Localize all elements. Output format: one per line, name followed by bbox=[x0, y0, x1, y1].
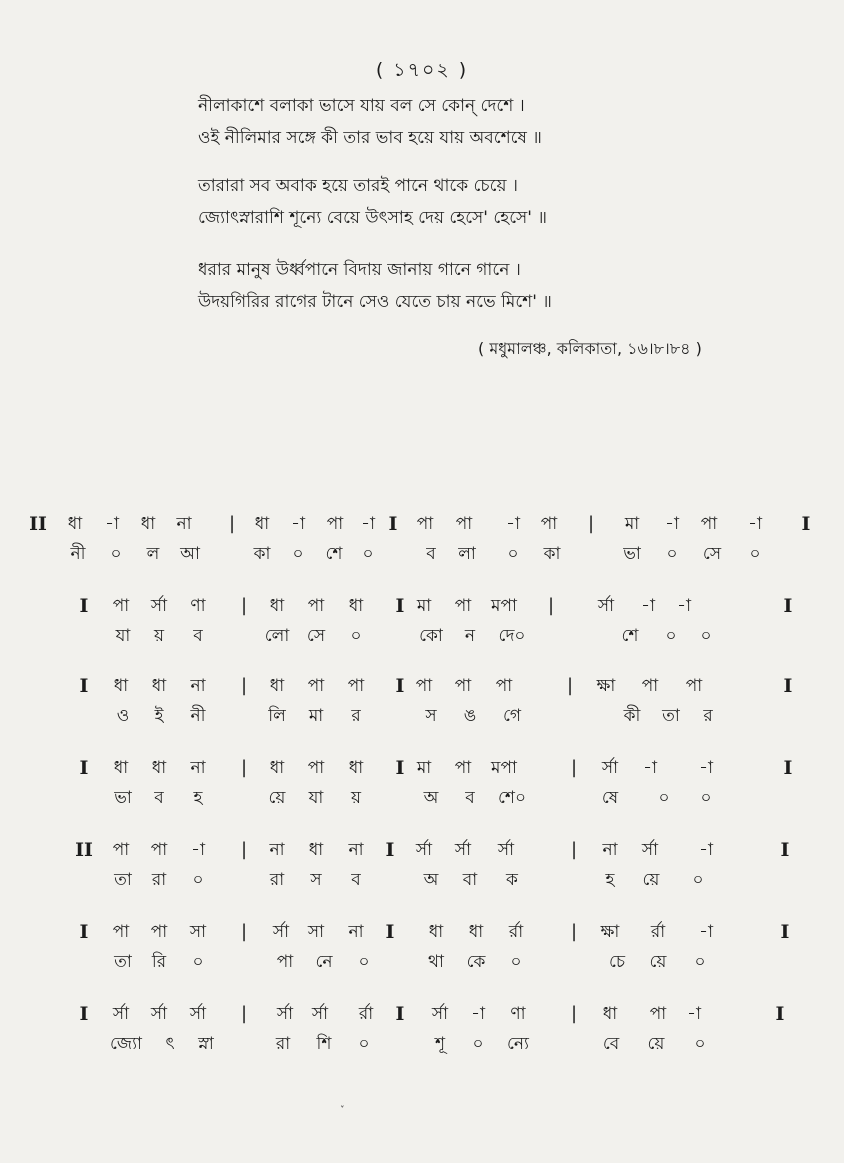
note-cell: পা bbox=[455, 514, 473, 534]
song-number: ( ১৭০২ ) bbox=[375, 59, 469, 81]
syllable-cell: ০ bbox=[692, 870, 704, 890]
note-cell: পা bbox=[307, 596, 325, 616]
syllable-cell: ০ bbox=[507, 544, 519, 564]
note-cell: র্রা bbox=[508, 922, 524, 942]
syllable-cell: ক bbox=[506, 870, 518, 890]
note-cell: ধা bbox=[602, 1004, 618, 1024]
note-cell: পা bbox=[540, 514, 558, 534]
note-cell: ধা bbox=[254, 514, 270, 534]
note-cell: ধা bbox=[151, 676, 167, 696]
syllable-cell: ল bbox=[146, 544, 160, 564]
note-cell: -া bbox=[699, 758, 713, 778]
note-cell: -া bbox=[291, 514, 305, 534]
syllable-cell: অ bbox=[423, 788, 439, 808]
syllable-cell: য় bbox=[153, 626, 165, 646]
section-marker: I bbox=[780, 839, 790, 861]
section-marker: I bbox=[395, 595, 405, 617]
note-cell: না bbox=[602, 840, 618, 860]
section-marker: I bbox=[385, 839, 395, 861]
syllable-cell: নী bbox=[70, 544, 86, 564]
note-cell: -া bbox=[191, 840, 205, 860]
syllable-cell: ০ bbox=[510, 952, 522, 972]
note-cell: -া bbox=[471, 1004, 485, 1024]
note-cell: -া bbox=[677, 596, 691, 616]
syllable-cell: কে bbox=[466, 952, 486, 972]
syllable-cell: রা bbox=[269, 870, 285, 890]
section-marker: I bbox=[780, 921, 790, 943]
syllable-cell: ০ bbox=[665, 626, 677, 646]
note-cell: -া bbox=[699, 922, 713, 942]
note-cell: পা bbox=[641, 676, 659, 696]
note-cell: না bbox=[190, 758, 206, 778]
note-cell: -া bbox=[643, 758, 657, 778]
syllable-cell: ব bbox=[426, 544, 436, 564]
note-cell: র্সা bbox=[189, 1004, 207, 1024]
note-cell: ধা bbox=[151, 758, 167, 778]
note-cell: পা bbox=[307, 758, 325, 778]
note-cell: পা bbox=[112, 596, 130, 616]
note-cell: র্সা bbox=[272, 922, 290, 942]
syllable-cell: সে bbox=[702, 544, 722, 564]
note-cell: পা bbox=[112, 922, 130, 942]
syllable-cell: ০ bbox=[694, 952, 706, 972]
lyrics-stanza-2 bbox=[198, 170, 798, 234]
note-cell: পা bbox=[454, 676, 472, 696]
lyric-line: তারারা সব অবাক হয়ে তারই পানে থাকে চেয়ে । bbox=[198, 176, 518, 196]
syllable-cell: ব bbox=[154, 788, 164, 808]
syllable-cell: নী bbox=[190, 706, 206, 726]
section-marker: I bbox=[79, 1003, 89, 1025]
note-cell: র্সা bbox=[431, 1004, 449, 1024]
syllable-cell: র bbox=[703, 706, 713, 726]
note-cell: পা bbox=[150, 922, 168, 942]
note-cell: র্সা bbox=[311, 1004, 329, 1024]
syllable-cell: ০ bbox=[666, 544, 678, 564]
section-marker: I bbox=[783, 757, 793, 779]
syllable-cell: শে bbox=[621, 626, 639, 646]
note-cell: ণা bbox=[190, 596, 206, 616]
syllable-cell: দে০ bbox=[498, 626, 526, 646]
syllable-cell: জ্যো bbox=[110, 1034, 142, 1054]
note-cell: র্রা bbox=[358, 1004, 374, 1024]
syllable-cell: ভা bbox=[114, 788, 132, 808]
note-cell: ধা bbox=[113, 676, 129, 696]
note-cell: র্সা bbox=[641, 840, 659, 860]
bar-line: | bbox=[240, 757, 248, 778]
bar-line: | bbox=[240, 595, 248, 616]
bar-line: | bbox=[566, 675, 574, 696]
syllable-cell: রি bbox=[151, 952, 167, 972]
section-marker: I bbox=[388, 513, 398, 535]
note-cell: মা bbox=[416, 596, 432, 616]
syllable-cell: স্না bbox=[198, 1034, 214, 1054]
note-cell: র্সা bbox=[150, 596, 168, 616]
note-cell: পা bbox=[454, 596, 472, 616]
note-cell: র্সা bbox=[112, 1004, 130, 1024]
syllable-cell: শে bbox=[325, 544, 343, 564]
syllable-cell: মা bbox=[308, 706, 324, 726]
bar-line: | bbox=[570, 757, 578, 778]
section-marker: I bbox=[395, 757, 405, 779]
note-cell: র্সা bbox=[497, 840, 515, 860]
syllable-cell: লা bbox=[458, 544, 476, 564]
syllable-cell: ঙ bbox=[463, 706, 477, 726]
section-marker: I bbox=[79, 595, 89, 617]
note-cell: মপা bbox=[491, 758, 517, 778]
note-cell: পা bbox=[649, 1004, 667, 1024]
syllable-cell: শূ bbox=[434, 1034, 446, 1054]
syllable-cell: হ bbox=[605, 870, 615, 890]
note-cell: ধা bbox=[428, 922, 444, 942]
lyrics-stanza-3 bbox=[198, 254, 798, 318]
syllable-cell: আ bbox=[180, 544, 200, 564]
note-cell: মপা bbox=[491, 596, 517, 616]
syllable-cell: র bbox=[351, 706, 361, 726]
section-marker: I bbox=[79, 921, 89, 943]
syllable-cell: ০ bbox=[358, 952, 370, 972]
note-cell: -া bbox=[748, 514, 762, 534]
note-cell: ধা bbox=[468, 922, 484, 942]
syllable-cell: তা bbox=[662, 706, 680, 726]
syllable-cell: শি bbox=[316, 1034, 332, 1054]
syllable-cell: রা bbox=[275, 1034, 291, 1054]
syllable-cell: ০ bbox=[700, 626, 712, 646]
source-citation: ( মধুমালঞ্চ, কলিকাতা, ১৬।৮।৮৪ ) bbox=[478, 339, 702, 358]
note-cell: র্সা bbox=[454, 840, 472, 860]
syllable-cell: অ bbox=[423, 870, 439, 890]
note-cell: ধা bbox=[140, 514, 156, 534]
syllable-cell: ০ bbox=[658, 788, 670, 808]
syllable-cell: ০ bbox=[110, 544, 122, 564]
note-cell: সা bbox=[189, 922, 207, 942]
section-marker: I bbox=[395, 1003, 405, 1025]
syllable-cell: ০ bbox=[472, 1034, 484, 1054]
note-cell: না bbox=[348, 840, 364, 860]
bar-line: | bbox=[240, 839, 248, 860]
note-cell: -া bbox=[506, 514, 520, 534]
syllable-cell: য়ে bbox=[647, 1034, 665, 1054]
note-cell: -া bbox=[105, 514, 119, 534]
note-cell: ধা bbox=[113, 758, 129, 778]
note-cell: পা bbox=[307, 676, 325, 696]
note-cell: ক্ষা bbox=[600, 922, 620, 942]
note-cell: ধা bbox=[269, 596, 285, 616]
lyric-line: নীলাকাশে বলাকা ভাসে যায় বল সে কোন্ দেশে । bbox=[198, 96, 525, 116]
section-marker: I bbox=[395, 675, 405, 697]
bar-line: | bbox=[240, 675, 248, 696]
syllable-cell: পা bbox=[276, 952, 294, 972]
bar-line: | bbox=[240, 921, 248, 942]
note-cell: পা bbox=[347, 676, 365, 696]
syllable-cell: ০ bbox=[292, 544, 304, 564]
section-marker: I bbox=[783, 675, 793, 697]
note-cell: পা bbox=[416, 514, 434, 534]
note-cell: পা bbox=[495, 676, 513, 696]
syllable-cell: ০ bbox=[694, 1034, 706, 1054]
bar-line: | bbox=[587, 513, 595, 534]
syllable-cell: স bbox=[310, 870, 322, 890]
syllable-cell: য়ে bbox=[649, 952, 667, 972]
section-marker: I bbox=[385, 921, 395, 943]
notation-block bbox=[0, 510, 844, 1110]
syllable-cell: ০ bbox=[358, 1034, 370, 1054]
section-marker: II bbox=[75, 839, 93, 861]
syllable-cell: স bbox=[425, 706, 437, 726]
bar-line: | bbox=[570, 1003, 578, 1024]
note-cell: র্সা bbox=[415, 840, 433, 860]
note-cell: -া bbox=[361, 514, 375, 534]
syllable-cell: ০ bbox=[749, 544, 761, 564]
note-cell: না bbox=[190, 676, 206, 696]
note-cell: র্সা bbox=[601, 758, 619, 778]
lyric-line: উদয়গিরির রাগের টানে সেও যেতে চায় নভে মিশে' ॥ bbox=[198, 292, 552, 312]
note-cell: ণা bbox=[510, 1004, 526, 1024]
syllable-cell: ব bbox=[351, 870, 361, 890]
syllable-cell: ই bbox=[154, 706, 164, 726]
syllable-cell: ০ bbox=[362, 544, 374, 564]
note-cell: র্রা bbox=[650, 922, 666, 942]
syllable-cell: সে bbox=[306, 626, 326, 646]
note-cell: -া bbox=[699, 840, 713, 860]
note-cell: ধা bbox=[348, 596, 364, 616]
bar-line: | bbox=[547, 595, 555, 616]
note-cell: -া bbox=[687, 1004, 701, 1024]
syllable-cell: থা bbox=[428, 952, 444, 972]
note-cell: ধা bbox=[67, 514, 83, 534]
syllable-cell: তা bbox=[114, 870, 132, 890]
syllable-cell: কা bbox=[253, 544, 271, 564]
syllable-cell: ০ bbox=[192, 870, 204, 890]
syllable-cell: কা bbox=[543, 544, 561, 564]
syllable-cell: রা bbox=[151, 870, 167, 890]
syllable-cell: ব bbox=[465, 788, 475, 808]
note-cell: সা bbox=[307, 922, 325, 942]
note-cell: পা bbox=[700, 514, 718, 534]
note-cell: না bbox=[269, 840, 285, 860]
note-cell: -া bbox=[641, 596, 655, 616]
section-marker: I bbox=[801, 513, 811, 535]
note-cell: না bbox=[176, 514, 192, 534]
syllable-cell: ভা bbox=[623, 544, 641, 564]
syllable-cell: চে bbox=[608, 952, 626, 972]
syllable-cell: য়ে bbox=[268, 788, 286, 808]
syllable-cell: যা bbox=[308, 788, 324, 808]
note-cell: পা bbox=[415, 676, 433, 696]
note-cell: পা bbox=[112, 840, 130, 860]
note-cell: মা bbox=[624, 514, 640, 534]
note-cell: র্সা bbox=[276, 1004, 294, 1024]
note-cell: ক্ষা bbox=[596, 676, 616, 696]
note-cell: ধা bbox=[269, 676, 285, 696]
syllable-cell: কো bbox=[419, 626, 443, 646]
syllable-cell: বে bbox=[602, 1034, 620, 1054]
lyrics-stanza-1 bbox=[198, 90, 798, 154]
note-cell: র্সা bbox=[150, 1004, 168, 1024]
syllable-cell: যা bbox=[115, 626, 131, 646]
bar-line: | bbox=[570, 921, 578, 942]
bar-line: | bbox=[228, 513, 236, 534]
note-cell: -া bbox=[665, 514, 679, 534]
note-cell: র্সা bbox=[597, 596, 615, 616]
syllable-cell: কী bbox=[623, 706, 641, 726]
note-cell: পা bbox=[454, 758, 472, 778]
syllable-cell: লো bbox=[264, 626, 290, 646]
syllable-cell: ন bbox=[464, 626, 476, 646]
note-cell: পা bbox=[326, 514, 344, 534]
syllable-cell: বা bbox=[462, 870, 478, 890]
note-cell: ধা bbox=[308, 840, 324, 860]
note-cell: ধা bbox=[269, 758, 285, 778]
section-marker: I bbox=[79, 757, 89, 779]
syllable-cell: তা bbox=[114, 952, 132, 972]
note-cell: না bbox=[348, 922, 364, 942]
lyric-line: জ্যোৎস্নারাশি শূন্যে বেয়ে উৎসাহ দেয় হেসে' হেসে' ॥ bbox=[198, 208, 547, 228]
syllable-cell: ষে bbox=[601, 788, 619, 808]
syllable-cell: ০ bbox=[192, 952, 204, 972]
section-marker: I bbox=[79, 675, 89, 697]
syllable-cell: ৎ bbox=[165, 1034, 175, 1054]
bar-line: | bbox=[240, 1003, 248, 1024]
syllable-cell: ব bbox=[193, 626, 203, 646]
note-cell: পা bbox=[150, 840, 168, 860]
bar-line: | bbox=[570, 839, 578, 860]
lyric-line: ধরার মানুষ উর্ধ্বপানে বিদায় জানায় গানে গানে । bbox=[198, 260, 521, 280]
note-cell: পা bbox=[685, 676, 703, 696]
syllable-cell: ও bbox=[116, 706, 130, 726]
syllable-cell: নে bbox=[315, 952, 333, 972]
syllable-cell: লি bbox=[268, 706, 286, 726]
syllable-cell: হ bbox=[193, 788, 203, 808]
section-marker: II bbox=[29, 513, 47, 535]
syllable-cell: ০ bbox=[700, 788, 712, 808]
section-marker: I bbox=[783, 595, 793, 617]
page-mark: ˯ bbox=[340, 1093, 345, 1109]
note-cell: মা bbox=[416, 758, 432, 778]
syllable-cell: য়ে bbox=[642, 870, 660, 890]
syllable-cell: ০ bbox=[350, 626, 362, 646]
syllable-cell: য় bbox=[350, 788, 362, 808]
lyric-line: ওই নীলিমার সঙ্গে কী তার ভাব হয়ে যায় অবশেষে ॥ bbox=[198, 128, 542, 148]
section-marker: I bbox=[775, 1003, 785, 1025]
syllable-cell: গে bbox=[502, 706, 522, 726]
syllable-cell: শে০ bbox=[497, 788, 527, 808]
syllable-cell: ন্যে bbox=[507, 1034, 529, 1054]
note-cell: ধা bbox=[348, 758, 364, 778]
